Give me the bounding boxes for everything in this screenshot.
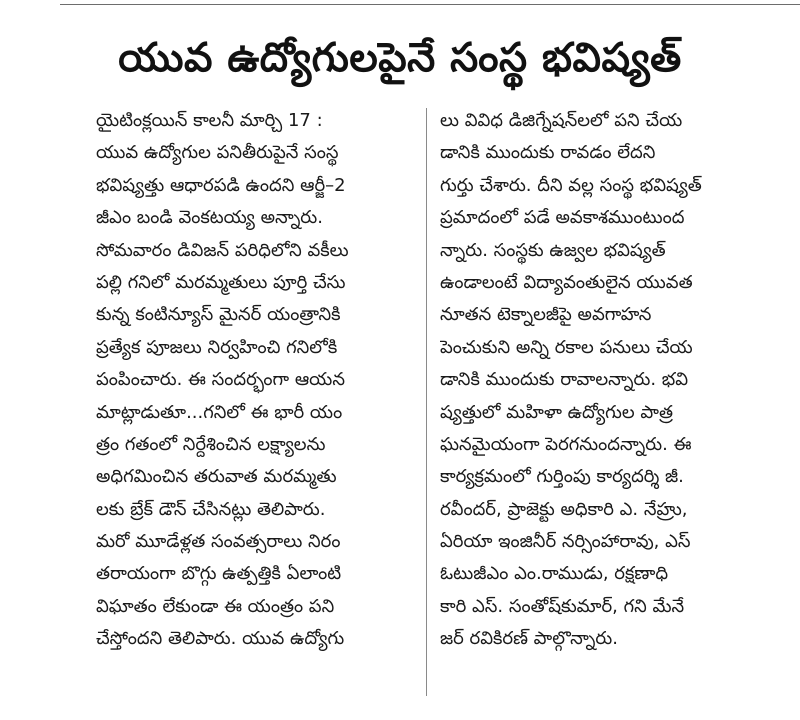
text-line: కార్యక్రమంలో గుర్తింపు కార్యదర్శి జీ. [440,466,684,488]
text-line: యైటింక్లయిన్ కాలనీ మార్చి 17 : [96,110,323,131]
headline: యువ ఉద్యోగులపైనే సంస్థ భవిష్యత్ [118,35,682,81]
text-line: కారి ఎస్. సంతోష్‌కుమార్, గని మేనే [440,595,685,617]
text-line: భవిష్యత్తు ఆధారపడి ఉందని ఆర్జీ–2 [96,174,346,196]
text-line: జర్ రవికిరణ్ పాల్గొన్నారు. [440,628,618,650]
text-line: ప్రమాదంలో పడే అవకాశముంటుంద [440,207,685,229]
text-line: అధిగమించిన తరువాత మరమ్మతు [96,466,337,488]
text-line: సోమవారం డివిజన్ పరిధిలోని వకీలు [96,239,349,261]
text-line: పెంచుకుని అన్ని రకాల పనులు చేయ [440,336,693,358]
text-line: డానికి ముందుకు రావడం లేదని [440,142,656,164]
text-line: త్రం గతంలో నిర్దేశించిన లక్ష్యాలను [96,433,326,455]
text-line: లకు బ్రేక్ డౌన్ చేసినట్లు తెలిపారు. [96,498,326,520]
text-line: చేస్తోందని తెలిపారు. యువ ఉద్యోగు [96,628,345,650]
text-line: మాట్లాడుతూ...గనిలో ఈ భారీ యం [96,401,343,423]
text-line: పల్లి గనిలో మరమ్మతులు పూర్తి చేసు [96,271,346,293]
text-line: జీఎం బండి వెంకటయ్య అన్నారు. [96,207,323,229]
text-line: యువ ఉద్యోగుల పనితీరుపైనే సంస్థ [96,142,339,164]
text-line: కున్న కంటిన్యూస్ మైనర్ యంత్రానికి [96,304,341,326]
text-line: లు వివిధ డిజిగ్నేషన్‌లలో పని చేయ [440,110,683,131]
column-divider [426,108,427,696]
text-line: మరో మూడేళ్లత సంవత్సరాలు నిరం [96,531,341,553]
text-line: గుర్తు చేశారు. దీని వల్ల సంస్థ భవిష్యత్ [440,174,702,196]
article-column-left [96,105,408,656]
text-line: ఏరియా ఇంజినీర్ నర్సింహారావు, ఎస్ [440,531,691,553]
text-line: ఘనమైయంగా పెరగనుందన్నారు. ఈ [440,433,692,455]
text-line: తరాయంగా బొగ్గు ఉత్పత్తికి ఏలాంటి [96,563,342,585]
text-line: విఘాతం లేకుండా ఈ యంత్రం పని [96,595,335,617]
article-column-right [440,105,752,656]
text-line: పంపించారు. ఈ సందర్భంగా ఆయన [96,369,345,391]
text-line: ప్రత్యేక పూజలు నిర్వహించి గనిలోకి [96,336,338,358]
top-rule [60,4,800,5]
text-line: ష్యత్తులో మహిళా ఉద్యోగుల పాత్ర [440,401,673,423]
text-line: న్నారు. సంస్థకు ఉజ్వల భవిష్యత్ [440,239,666,261]
text-line: ఓటుజీఎం ఎం.రాముడు, రక్షణాధి [440,563,669,585]
text-line: ఉండాలంటే విద్యావంతులైన యువత [440,271,693,293]
text-line: డానికి ముందుకు రావాలన్నారు. భవి [440,369,689,391]
text-line: రవీందర్, ప్రాజెక్టు అధికారి ఎ. నేహ్రు, [440,498,688,520]
text-line: నూతన టెక్నాలజీపై అవగాహన [440,304,652,326]
